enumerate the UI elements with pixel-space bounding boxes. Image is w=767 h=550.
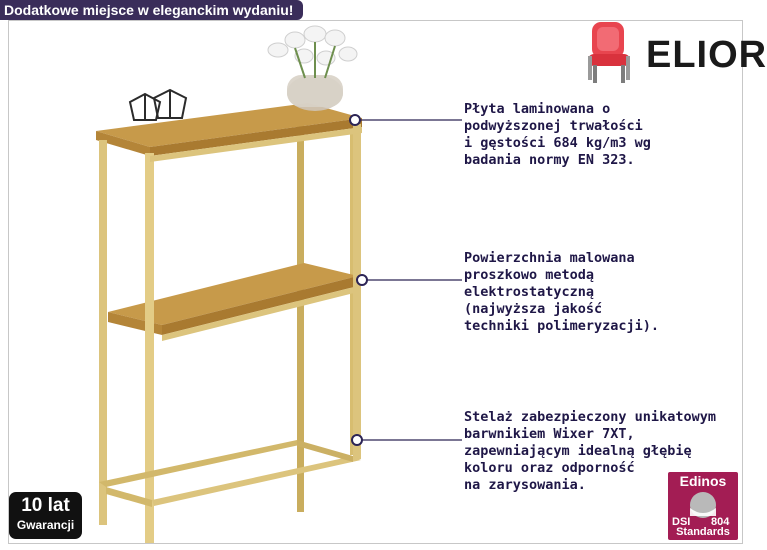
warranty-badge — [9, 492, 82, 539]
headline-banner: Dodatkowe miejsce w eleganckim wydaniu! — [0, 0, 303, 20]
brand-name: ELIOR — [646, 34, 767, 76]
warranty-label: Gwarancji — [16, 518, 75, 532]
chair-icon — [583, 20, 643, 86]
certificate-badge — [668, 472, 738, 540]
callout-frame-protection: Stelaż zabezpieczony unikatowym barwnikiem Wixer 7XT, zapewniającym idealną głębię koloru oraz odporność na zarysowania. — [464, 409, 716, 493]
warranty-years: 10 lat — [21, 495, 70, 516]
callout-powder-coating: Powierzchnia malowana proszkowo metodą elektrostatyczną (najwyższa jakość techniki polimeryzacji). — [464, 250, 660, 334]
certificate-number: 804 — [711, 516, 730, 528]
certificate-dsi: DSI — [672, 516, 691, 528]
certificate-brand: Edinos — [679, 473, 727, 489]
console-table-image — [90, 20, 380, 545]
brand-logo — [583, 20, 767, 90]
callout-laminated-board: Płyta laminowana o podwyższonej trwałości i gęstości 684 kg/m3 wg badania normy EN 323. — [464, 101, 651, 168]
certificate-standards: Standards — [676, 526, 730, 538]
